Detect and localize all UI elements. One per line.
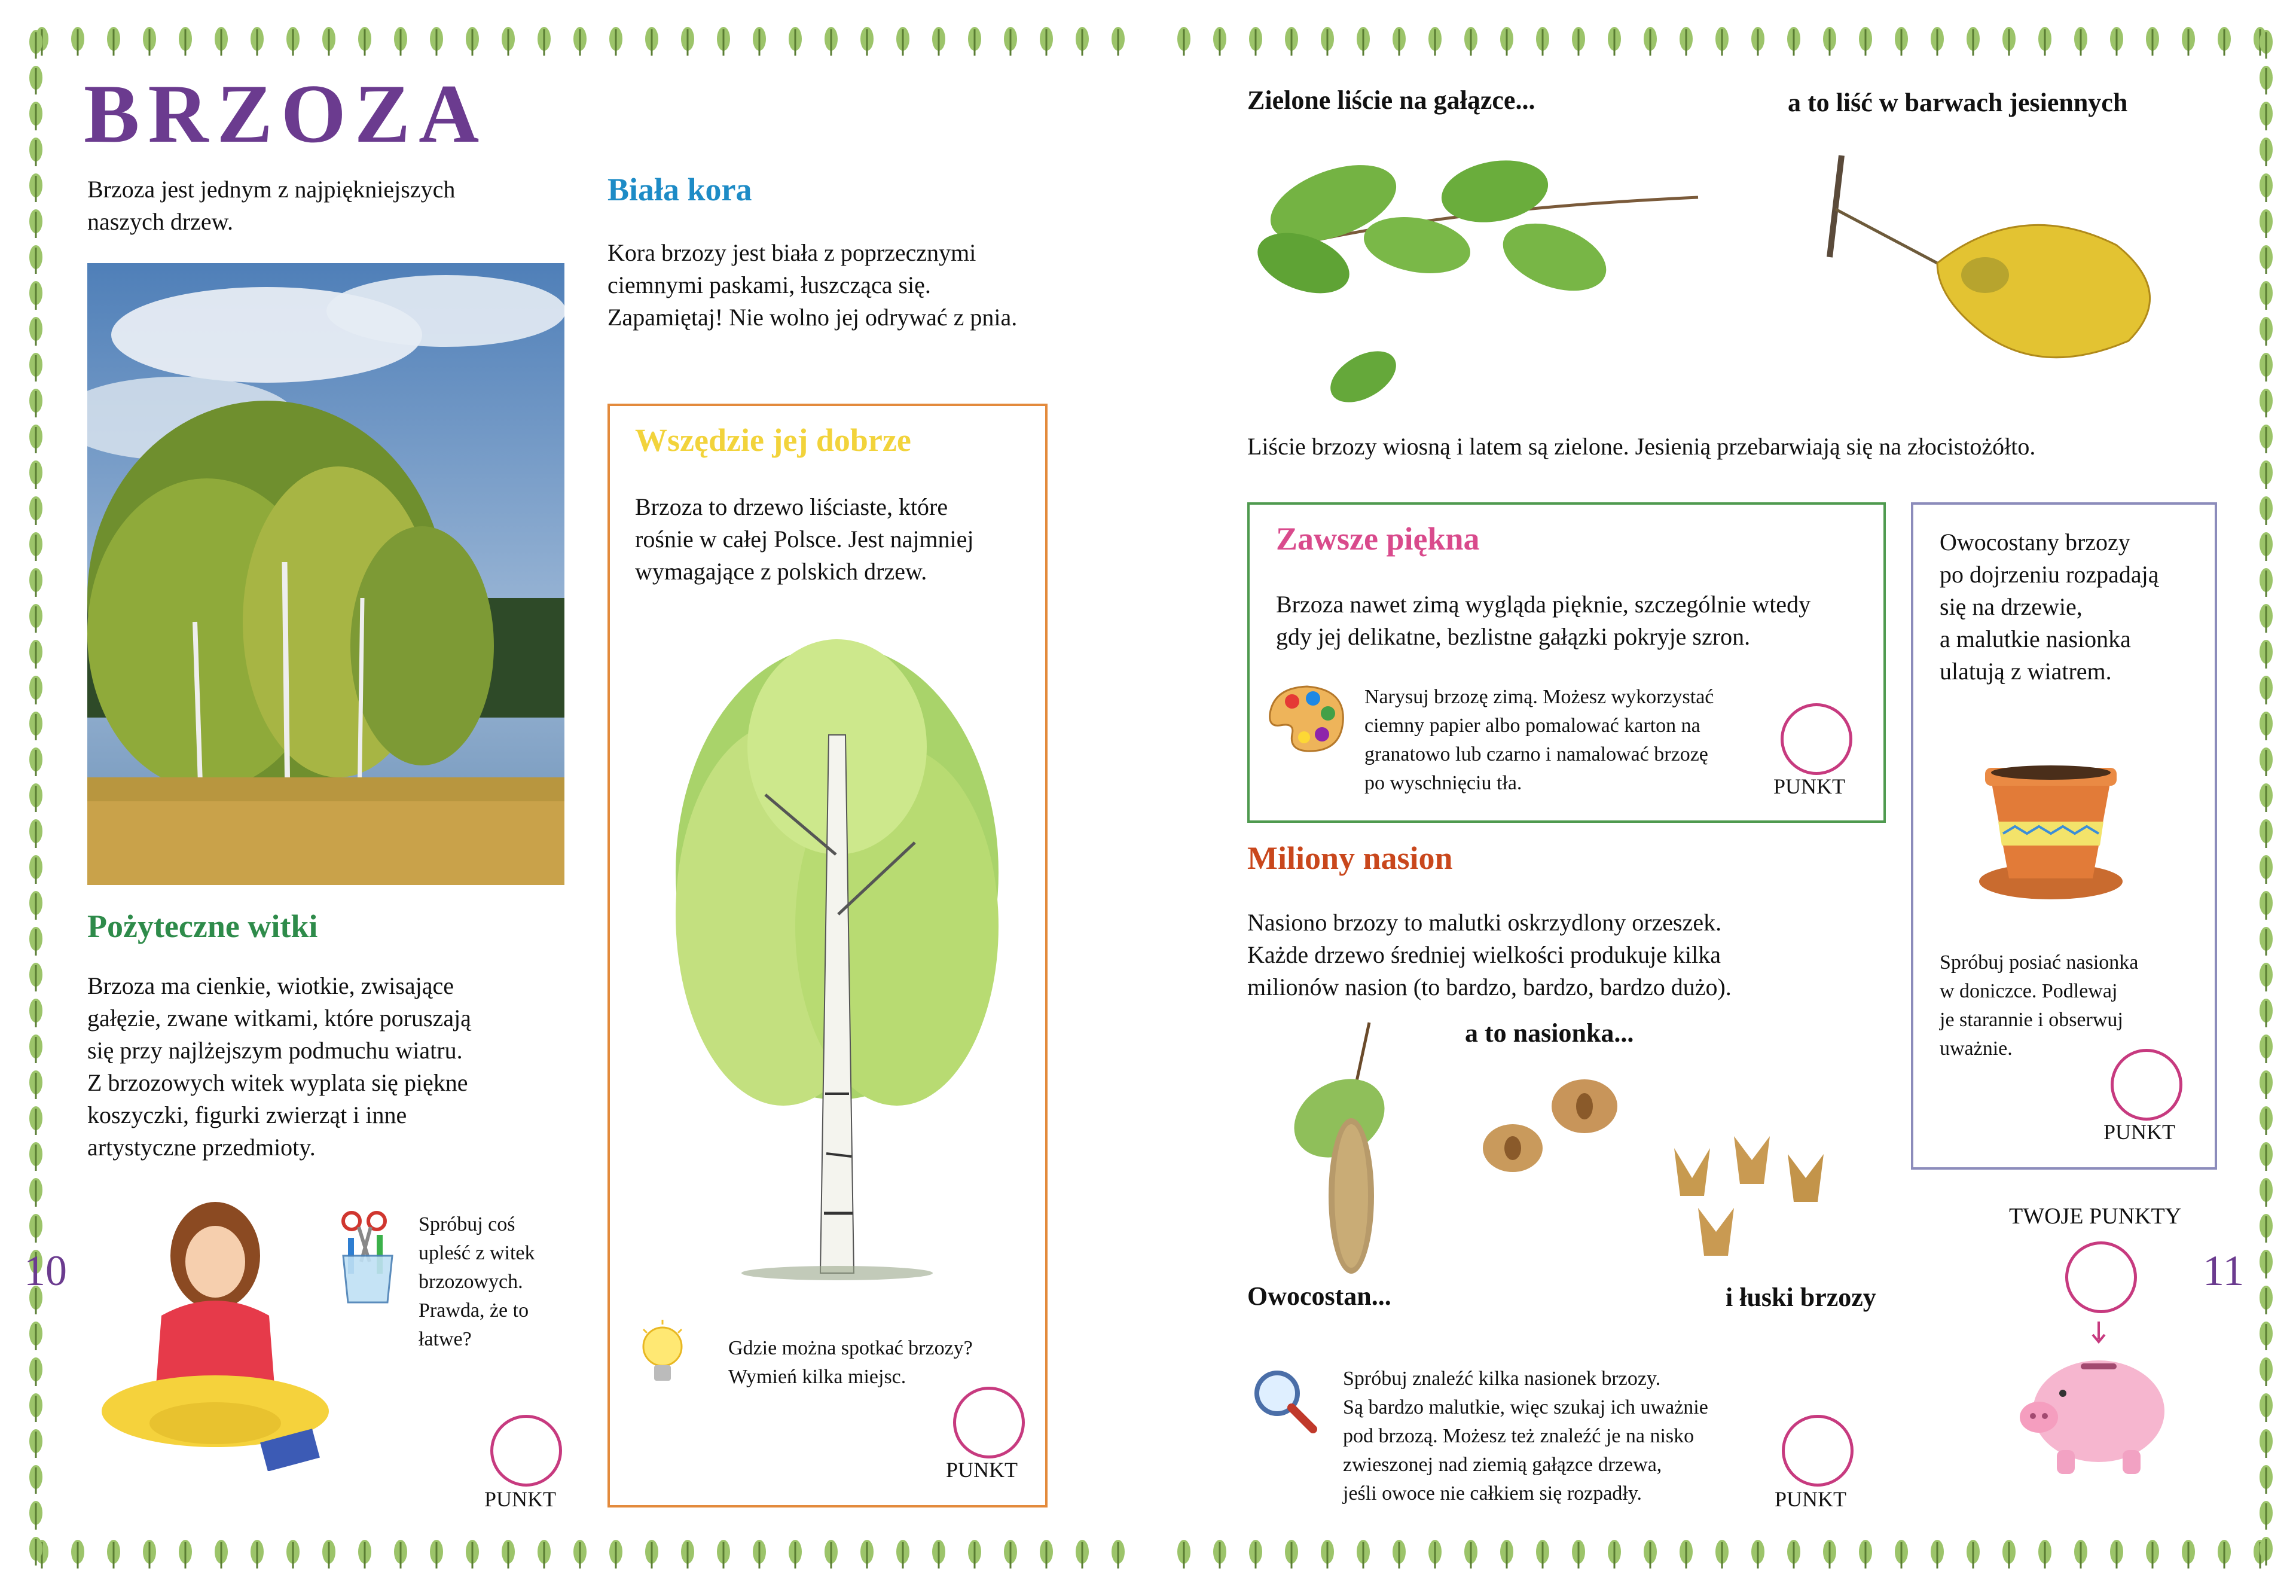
piggy-bank-icon <box>2015 1322 2194 1477</box>
right-page <box>1148 0 2296 1596</box>
paint-palette-icon <box>1265 680 1349 758</box>
wszedzie-text: Brzoza to drzewo liściaste, które rośnie w całej Polsce. Jest najmniej wymagające z polskich drzew. <box>635 493 974 585</box>
flower-pot-icon <box>1973 750 2129 905</box>
leaf-border-left <box>18 24 54 1573</box>
punkt-checkbox[interactable] <box>2111 1049 2182 1121</box>
scissors-pencils-icon <box>335 1208 401 1304</box>
magnifier-icon <box>1247 1363 1319 1435</box>
zawsze-text: Brzoza nawet zimą wygląda pięknie, szczególnie wtedy gdy jej delikatne, bezlistne gałązki pokryje szron. <box>1276 591 1811 650</box>
birch-scales-photo <box>1650 1124 1842 1268</box>
miliony-task: Spróbuj znaleźć kilka nasionek brzozy. Są bardzo malutkie, więc szukaj ich uważnie pod brzozą. Możesz też znaleźć je na nisko zwieszonej nad ziemią gałązce drzewa, jeśli owoce nie całkiem się rozpadły. <box>1343 1368 1708 1505</box>
twoje-punkty-label: TWOJE PUNKTY <box>2009 1204 2182 1229</box>
punkt-label: PUNKT <box>946 1458 1018 1482</box>
pozyteczne-task: Spróbuj coś upleść z witek brzozowych. Prawda, że to łatwe? <box>419 1213 535 1350</box>
intro-text: Brzoza jest jednym z najpiękniejszych naszych drzew. <box>87 176 456 235</box>
total-punkty-checkbox[interactable] <box>2065 1241 2137 1313</box>
punkt-label: PUNKT <box>484 1487 557 1511</box>
birch-landscape-photo <box>87 263 564 885</box>
punkt-checkbox[interactable] <box>1782 1415 1854 1487</box>
page-title: BRZOZA <box>84 68 488 160</box>
pozyteczne-text: Brzoza ma cienkie, wiotkie, zwisające gałęzie, zwane witkami, które poruszają się przy najlżejszym podmuchu wiatru. Z brzozowych witek wyplata się piękne koszyczki, figurki zwierząt i inne artystyczne przedmioty. <box>87 972 471 1161</box>
caption-green-leaves: Zielone liście na gałązce... <box>1247 86 1535 115</box>
birch-catkin-photo <box>1286 1017 1405 1280</box>
leaf-border-top <box>1166 21 2272 63</box>
green-leaves-branch-photo <box>1256 138 1710 419</box>
heading-miliony-nasion: Miliony nasion <box>1247 840 1453 876</box>
biala-kora-text: Kora brzozy jest biała z poprzecznymi ciemnymi paskami, łuszcząca się. Zapamiętaj! Nie wolno jej odrywać z pnia. <box>607 239 1018 331</box>
caption-catkin: Owocostan... <box>1247 1281 1391 1311</box>
leaf-border-right <box>2248 24 2284 1573</box>
birch-seeds-photo <box>1465 1064 1626 1184</box>
punkt-checkbox[interactable] <box>953 1387 1025 1458</box>
heading-biala-kora: Biała kora <box>607 172 752 207</box>
caption-seeds: a to nasionka... <box>1465 1018 1634 1048</box>
miliony-text: Nasiono brzozy to malutki oskrzydlony orzeszek. Każde drzewo średniej wielkości produkuje kilka milionów nasion (to bardzo, bardzo, bardzo dużo). <box>1247 909 1732 1000</box>
heading-pozyteczne-witki: Pożyteczne witki <box>87 908 318 944</box>
leaf-border-top <box>24 21 1130 63</box>
birch-tree-illustration <box>634 615 1016 1303</box>
zawsze-box <box>1247 502 1886 823</box>
punkt-label: PUNKT <box>1775 1487 1847 1511</box>
light-bulb-icon <box>639 1320 686 1391</box>
heading-zawsze-piekna: Zawsze piękna <box>1276 521 1480 557</box>
punkt-checkbox[interactable] <box>1781 703 1852 775</box>
page-number: 10 <box>24 1247 67 1295</box>
punkt-checkbox[interactable] <box>490 1415 562 1487</box>
owocostany-text: Owocostany brzozy po dojrzeniu rozpadają się na drzewie, a malutkie nasionka ulatują z wiatrem. <box>1940 529 2159 685</box>
heading-wszedzie: Wszędzie jej dobrze <box>635 422 911 458</box>
leaf-border-bottom <box>1166 1534 2272 1576</box>
caption-autumn-leaf: a to liść w barwach jesiennych <box>1788 88 2128 117</box>
autumn-leaf-photo <box>1806 138 2188 389</box>
zawsze-task: Narysuj brzozę zimą. Możesz wykorzystać ciemny papier albo pomalować karton na granatowo lub czarno i namalować brzozę po wyschnięciu tła. <box>1364 686 1714 794</box>
leaves-text: Liście brzozy wiosną i latem są zielone. Jesienią przebarwiają się na złocistożółto. <box>1247 433 2036 460</box>
owocostany-box <box>1911 502 2217 1170</box>
punkt-label: PUNKT <box>2103 1120 2176 1144</box>
page-number: 11 <box>2203 1247 2245 1295</box>
wszedzie-question: Gdzie można spotkać brzozy? Wymień kilka miejsc. <box>728 1337 973 1388</box>
caption-scales: i łuski brzozy <box>1726 1283 1876 1312</box>
owocostany-task: Spróbuj posiać nasionka w doniczce. Podlewaj je starannie i obserwuj uważnie. <box>1940 951 2139 1060</box>
leaf-border-bottom <box>24 1534 1130 1576</box>
girl-weaving-illustration <box>96 1196 335 1471</box>
wszedzie-box <box>607 404 1048 1507</box>
punkt-label: PUNKT <box>1773 774 1846 798</box>
